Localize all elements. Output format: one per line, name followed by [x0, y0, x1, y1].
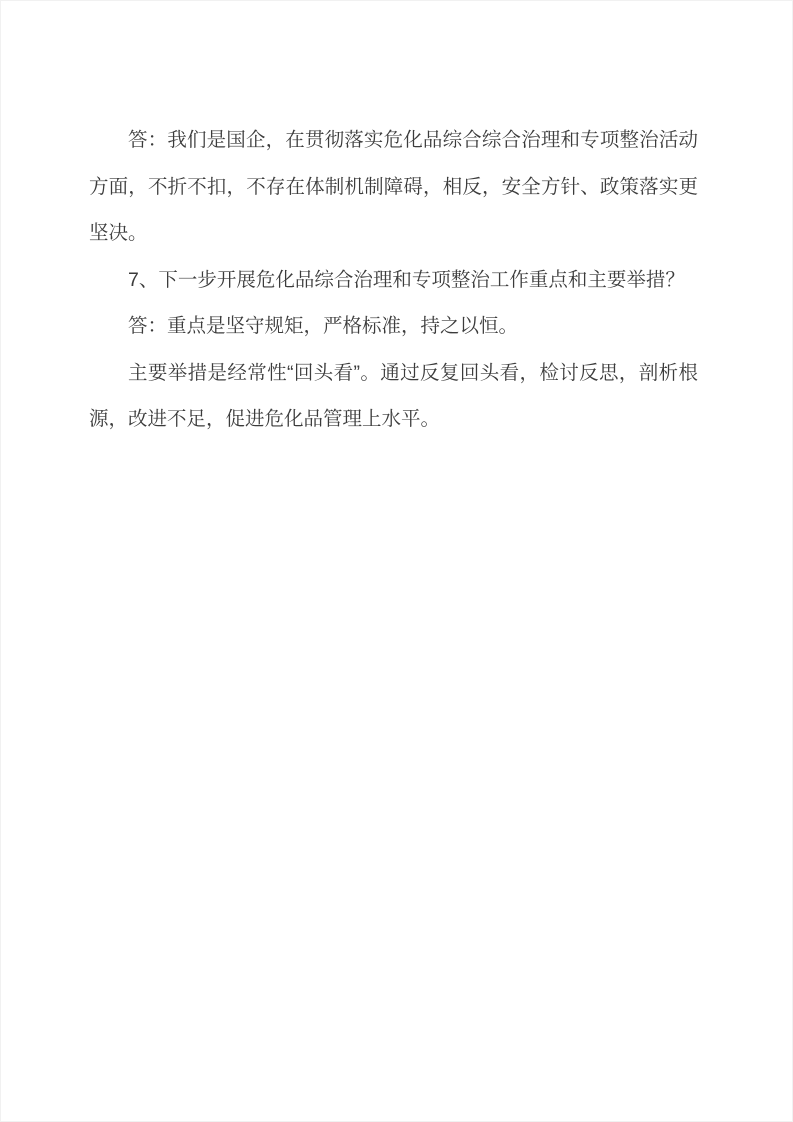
paragraph-answer-6-continued: 答：我们是国企，在贯彻落实危化品综合综合治理和专项整治活动方面，不折不扣，不存在体制机制障碍，相反，安全方针、政策落实更坚决。: [89, 129, 698, 244]
page-text-block: [89, 117, 698, 443]
paragraph-question-7: 7、下一步开展危化品综合治理和专项整治工作重点和主要举措？: [128, 268, 685, 291]
paragraph-answer-7-measures: 主要举措是经常性“回头看”。通过反复回头看，检讨反思，剖析根源，改进不足，促进危化品管理上水平。: [89, 361, 698, 430]
paragraph-answer-7-keypoints: 答：重点是坚守规矩，严格标准，持之以恒。: [128, 315, 519, 337]
